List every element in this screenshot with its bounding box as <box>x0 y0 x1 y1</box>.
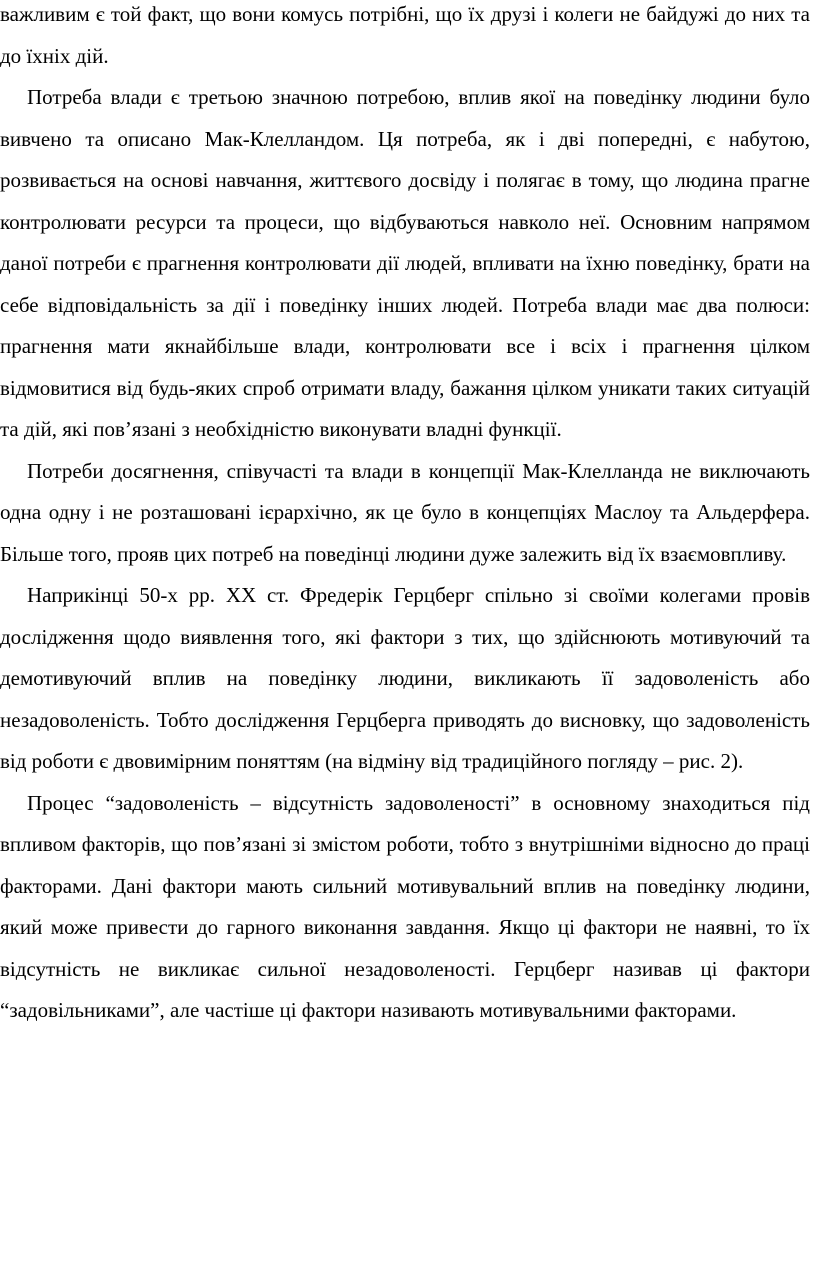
paragraph-satisfaction-process: Процес “задоволеність – відсутність задоволеності” в основному знаходиться під впливом факторів, що пов’язані зі змістом роботи, тобто з внутрішніми відносно до праці факторами. Дані фактори мають сильний мотивувальний вплив на поведінку людини, який може привести до гарного виконання завдання. Якщо ці фактори не наявні, то їх відсутність не викликає сильної незадоволеності. Герцберг називав ці фактори “задовільниками”, але частіше ці фактори називають мотивувальними факторами. <box>0 790 810 1022</box>
paragraph-need-for-power: Потреба влади є третьою значною потребою, вплив якої на поведінку людини було вивчено та описано Мак-Клелландом. Ця потреба, як і дві попередні, є набутою, розвивається на основі навчання, життєвого досвіду і полягає в тому, що людина прагне контролювати ресурси та процеси, що відбуваються навколо неї. Основним напрямом даної потреби є прагнення контролювати дії людей, впливати на їхню поведінку, брати на себе відповідальність за дії і поведінку інших людей. Потреба влади має два полюси: прагнення мати якнайбільше влади, контролювати все і всіх і прагнення цілком відмовитися від будь-яких спроб отримати владу, бажання цілком уникати таких ситуацій та дій, які пов’язані з необхідністю виконувати владні функції. <box>0 85 810 441</box>
paragraph-herzberg-research: Наприкінці 50-х рр. XX ст. Фредерік Герцберг спільно зі своїми колегами провів дослідження щодо виявлення того, які фактори з тих, що здійснюють мотивуючий та демотивуючий вплив на поведінку людини, викликають її задоволеність або незадоволеність. Тобто дослідження Герцберга приводять до висновку, що задоволеність від роботи є двовимірним поняттям (на відміну від традиційного погляду – рис. 2). <box>0 583 810 773</box>
paragraph-mcclelland-needs: Потреби досягнення, співучасті та влади в концепції Мак-Клелланда не виключають одна одну і не розташовані ієрархічно, як це було в концепціях Маслоу та Альдерфера. Більше того, прояв цих потреб на поведінці людини дуже залежить від їх взаємовпливу. <box>0 458 810 566</box>
paragraph-continuation: важливим є той факт, що вони комусь потрібні, що їх друзі і колеги не байдужі до них та до їхніх дій. <box>0 2 810 68</box>
